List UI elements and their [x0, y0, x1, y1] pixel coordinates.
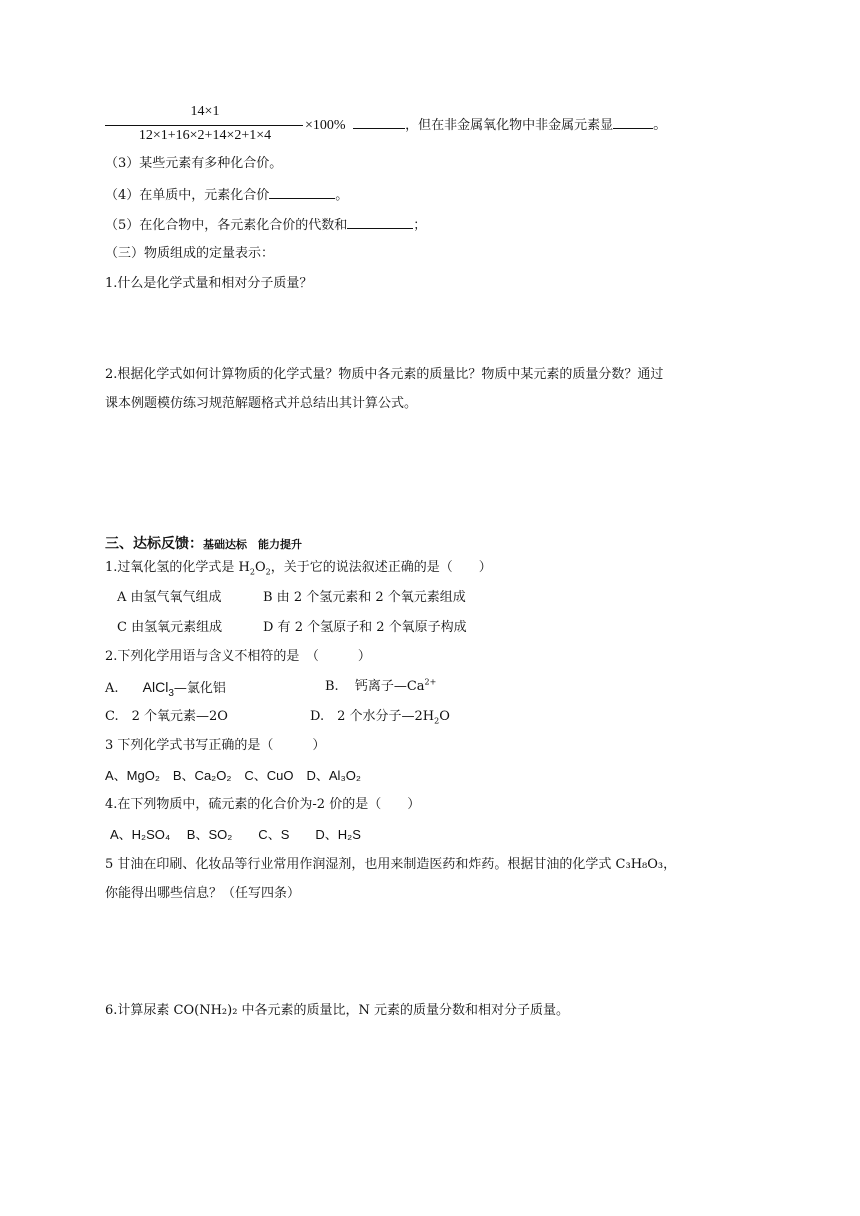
answer-blank[interactable] — [347, 216, 413, 229]
section-3-title: 三、达标反馈： — [105, 536, 203, 552]
q2-d-text: D. 2 个水分子—2H — [310, 709, 435, 724]
answer-blank[interactable] — [269, 186, 335, 199]
quant-question-1: 1.什么是化学式量和相对分子质量？ — [105, 276, 313, 291]
rule-3: （3）某些元素有多种化合价。 — [105, 156, 283, 171]
q2-a-formula — [142, 679, 174, 699]
q5-line1: 5 甘油在印刷、化妆品等行业常用作润湿剂，也用来制造医药和炸药。根据甘油的化学式 C₃H₈O₃， — [105, 857, 677, 872]
q1-stem-b: O — [254, 560, 266, 575]
quant-question-2-line1: 2.根据化学式如何计算物质的化学式量？物质中各元素的质量比？物质中某元素的质量分数？通过 — [105, 367, 664, 382]
q4-options[interactable]: A、H₂SO₄ B、SO₂ C、S D、H₂S — [110, 827, 361, 842]
quant-heading: （三）物质组成的定量表示： — [105, 246, 275, 261]
q2-option-d[interactable] — [310, 709, 450, 725]
rule-5 — [105, 216, 426, 234]
q6-text: 6.计算尿素 CO(NH₂)₂ 中各元素的质量比，N 元素的质量分数和相对分子质量。 — [105, 1003, 570, 1018]
rule-5-text: （5）在化合物中，各元素化合价的代数和 — [105, 218, 348, 233]
q3-stem: 3 下列化学式书写正确的是（ ） — [105, 738, 326, 753]
q3-options[interactable]: A、MgO₂ B、Ca₂O₂ C、CuO D、Al₃O₂ — [105, 768, 361, 783]
q2-stem: 2.下列化学用语与含义不相符的是 （ ） — [105, 649, 371, 664]
q5-line2: 你能得出哪些信息？（任写四条） — [105, 886, 301, 901]
fraction-bar — [105, 125, 303, 126]
fraction-tail-text: ，但在非金属氧化物中非金属元素显 — [405, 118, 614, 133]
q2-option-c[interactable]: C. 2 个氧元素—2O — [105, 709, 228, 724]
q2-b-sup: 2+ — [424, 677, 437, 687]
rule-4 — [105, 186, 348, 204]
q2-b-text: 钙离子—Ca — [354, 679, 425, 694]
fraction-end: 。 — [653, 118, 668, 133]
q2-option-a[interactable] — [105, 679, 226, 697]
quant-question-2-line2: 课本例题模仿练习规范解题格式并总结出其计算公式。 — [105, 396, 418, 411]
answer-blank[interactable] — [613, 116, 653, 129]
answer-blank[interactable] — [353, 116, 405, 129]
q2-a-meaning: —氯化铝 — [173, 681, 226, 696]
q1-sub-1: 2 — [249, 567, 255, 577]
fraction-numerator: 14×1 — [190, 104, 220, 119]
q1-stem — [105, 560, 492, 576]
q1-stem-a: 1.过氧化氢的化学式是 H — [105, 560, 250, 575]
q4-stem: 4.在下列物质中，硫元素的化合价为-2 价的是（ ） — [105, 797, 421, 812]
q2-d-end: O — [439, 709, 450, 724]
fraction-line-tail — [305, 116, 667, 134]
q1-stem-c: ，关于它的说法叙述正确的是（ ） — [270, 560, 492, 575]
section-3-heading — [105, 536, 302, 553]
q2-a-label: A. — [105, 681, 119, 696]
q1-option-d[interactable]: D 有 2 个氢原子和 2 个氧原子构成 — [263, 620, 467, 635]
q1-option-a[interactable]: A 由氢气氧气组成 — [117, 590, 222, 605]
q1-sub-2: 2 — [265, 567, 271, 577]
rule-4-end: 。 — [335, 188, 349, 203]
fraction-denominator: 12×1+16×2+14×2+1×4 — [138, 128, 272, 143]
q2-d-sub: 2 — [434, 716, 440, 726]
section-3-subtitle: 基础达标 能力提升 — [203, 538, 302, 551]
q2-a-formula-text: AlCl — [142, 679, 169, 695]
fraction-suffix: ×100% — [305, 118, 346, 133]
rule-4-text: （4）在单质中，元素化合价 — [105, 188, 270, 203]
q2-option-b[interactable] — [325, 679, 436, 695]
q2-a-sub: 3 — [168, 687, 174, 699]
q1-option-c[interactable]: C 由氢氧元素组成 — [117, 620, 223, 635]
rule-5-end: ； — [413, 218, 427, 233]
q2-b-label: B. — [325, 679, 339, 694]
q1-option-b[interactable]: B 由 2 个氢元素和 2 个氧元素组成 — [263, 590, 466, 605]
